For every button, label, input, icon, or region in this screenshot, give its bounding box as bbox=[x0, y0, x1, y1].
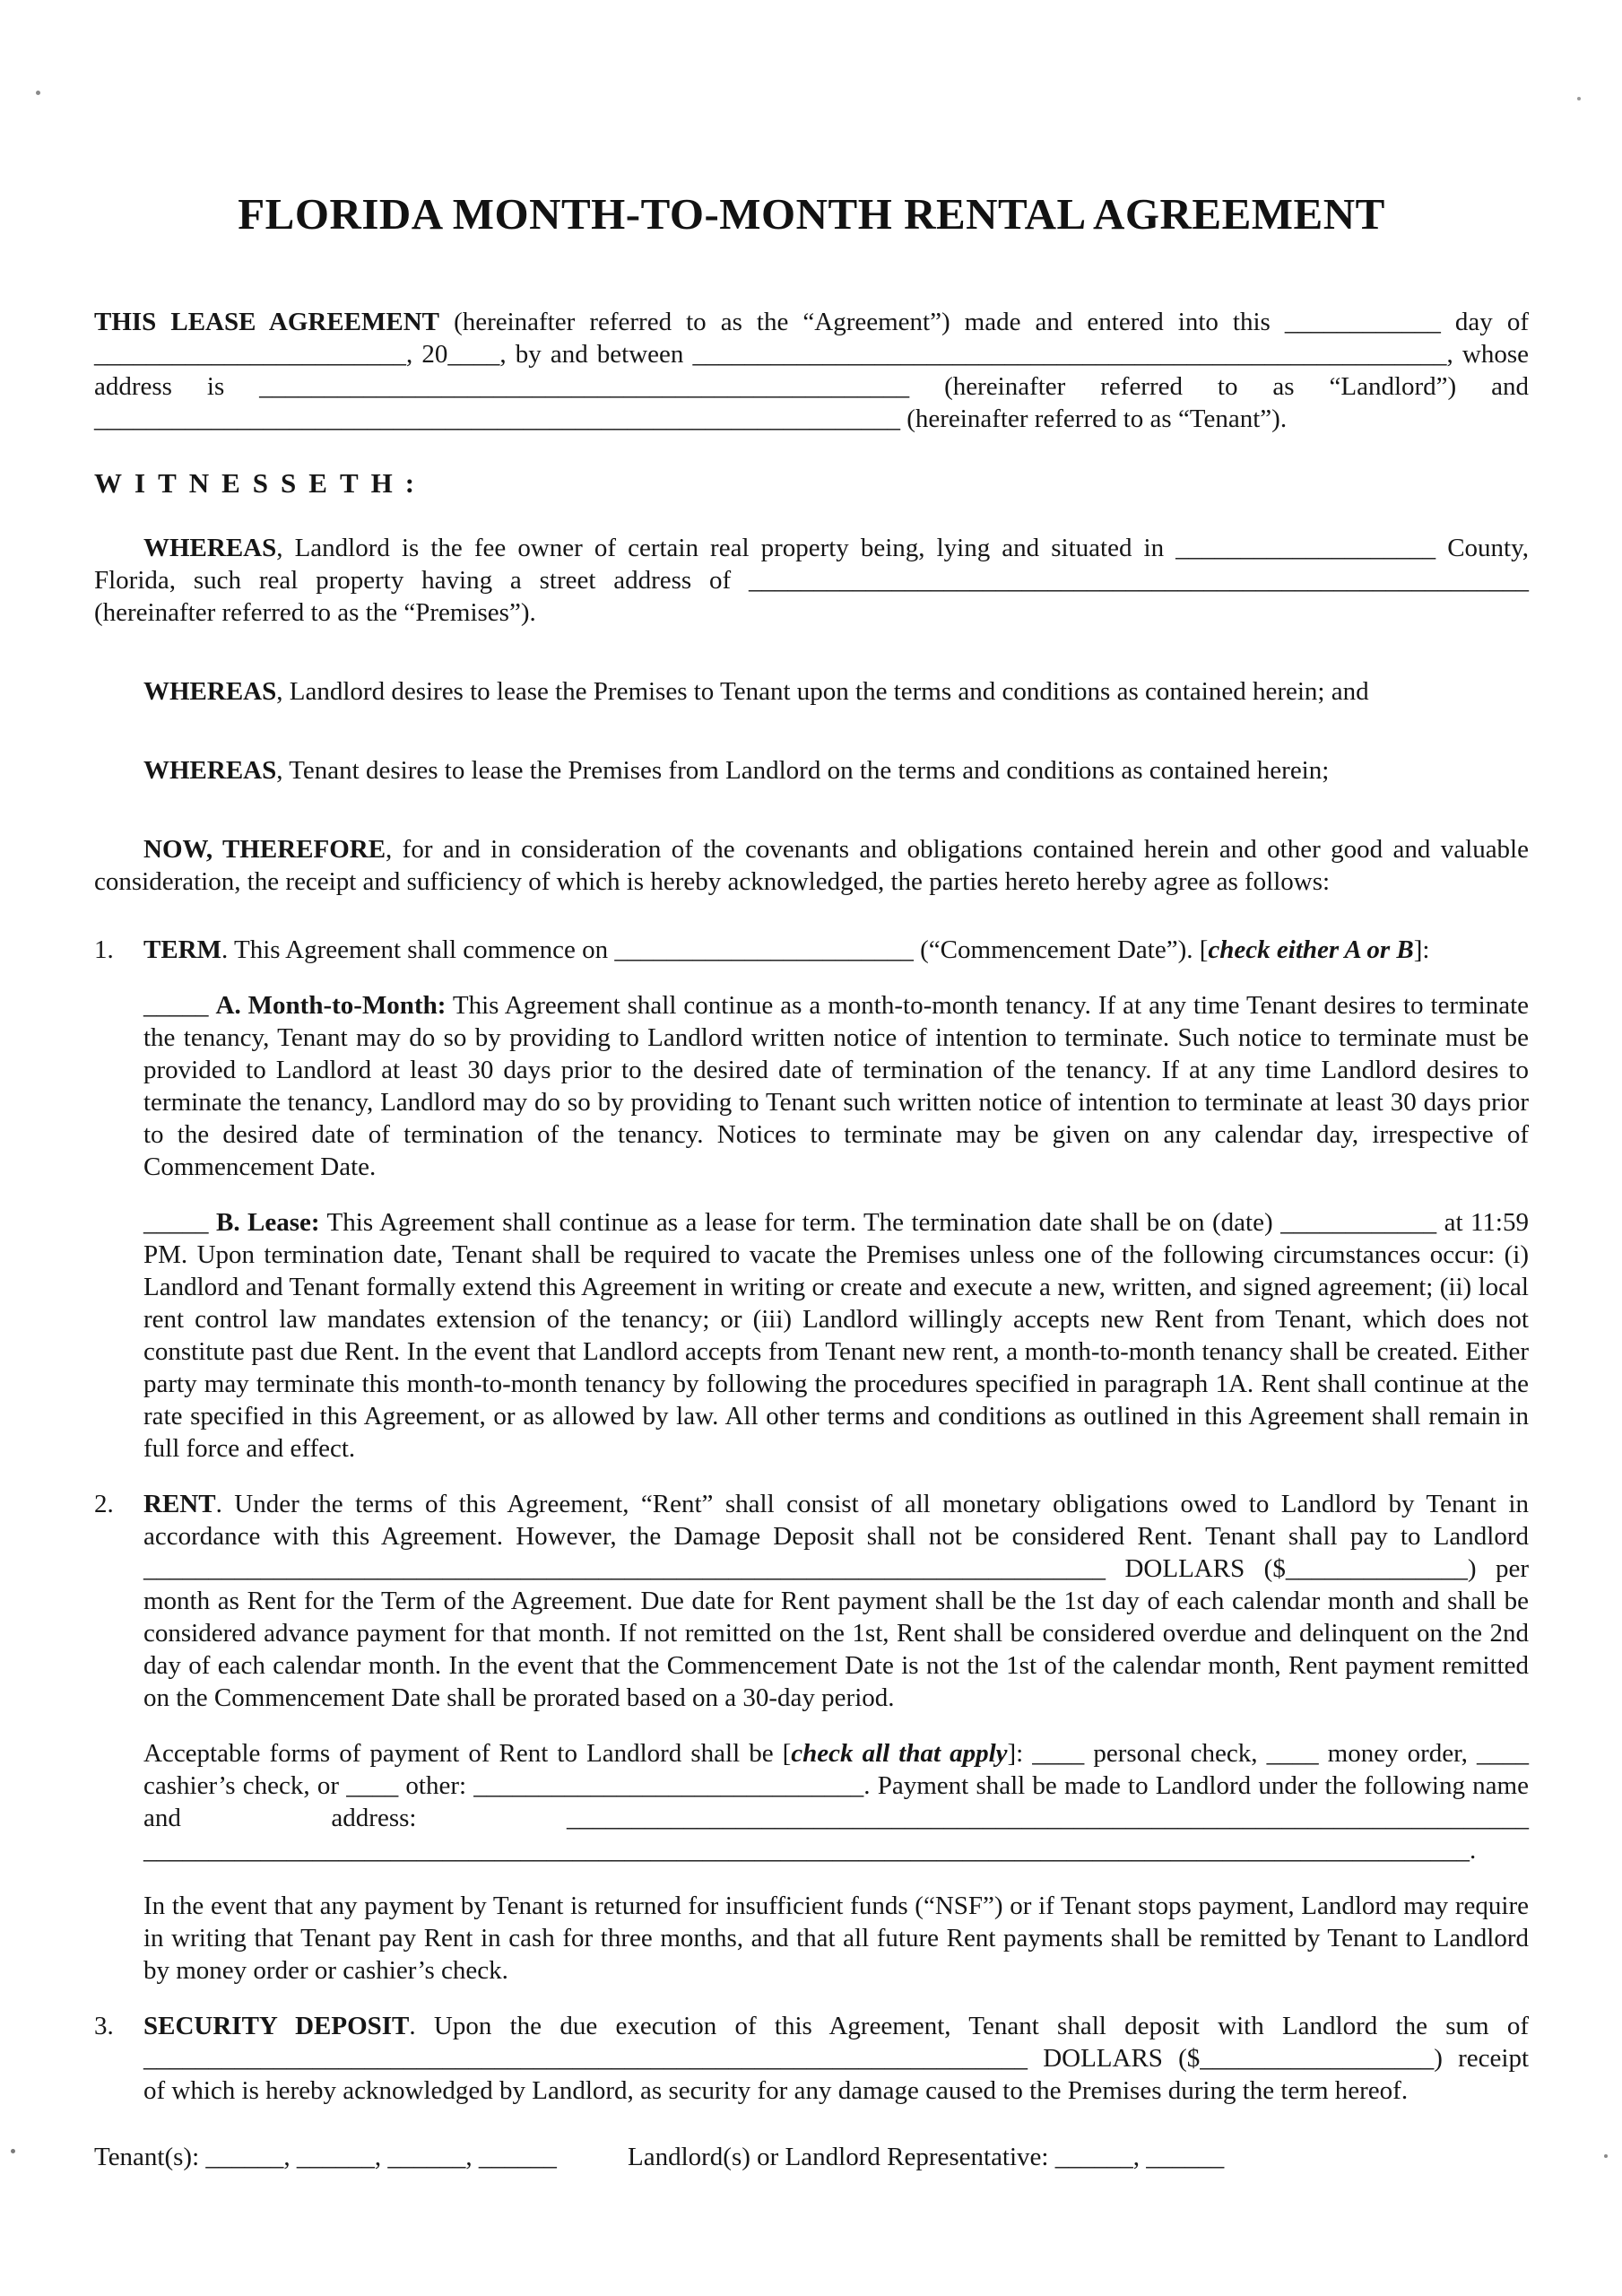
tenants-signature-label: Tenant(s): ______, ______, ______, ______ bbox=[94, 2143, 557, 2171]
text-run: , Landlord desires to lease the Premises to Tenant upon the terms and conditions as contained herein; and bbox=[276, 677, 1369, 706]
text-run: WHEREAS bbox=[143, 534, 277, 562]
rent-payment-forms bbox=[143, 1737, 1529, 1866]
text-run: NOW, THEREFORE bbox=[143, 835, 386, 864]
fill-in-blank: __________________________________________________________ bbox=[692, 340, 1447, 369]
text-run: , Tenant desires to lease the Premises from Landlord on the terms and conditions as contained herein; bbox=[276, 756, 1330, 785]
text-run: . Upon the due execution of this Agreement, Tenant shall deposit with Landlord the sum of bbox=[409, 2012, 1530, 2040]
section-rent-number: 2. bbox=[94, 1490, 114, 1518]
whereas-landlord-desires bbox=[94, 675, 1529, 708]
section-term bbox=[94, 934, 1529, 966]
fill-in-blank: ____________________________________________________________ bbox=[749, 566, 1529, 595]
text-run: This Agreement shall continue as a month-to-month tenancy. If at any time Tenant desires to terminate the tenancy, Tenant may do so by providing to Landlord written notice of intention to terminate. Such notice to terminate must be provided to Landlord at least 30 days prior to the desired date of termination of the tenancy. If at any time Landlord desires to terminate the tenancy, Landlord may do so by providing to Tenant such written notice of intention to terminate at least 30 days prior to the desired date of termination of the tenancy. Notices to terminate may be given on any calendar day, irrespective of Commencement Date. bbox=[143, 991, 1529, 1181]
text-run: TERM bbox=[143, 935, 221, 964]
fill-in-blank: __________________________________________________________________________ bbox=[567, 1804, 1529, 1832]
text-run: (hereinafter referred to as “Landlord”) and bbox=[909, 372, 1529, 401]
clause-b-lease bbox=[143, 1206, 1529, 1465]
text-run: ) per month as Rent for the Term of the Agreement. Due date for Rent payment shall be the 1st day of each calendar month and shall be considered advance payment for that month. If not remitted on the 1st, Rent shall be considered overdue and delinquent on the 2nd day of each calendar month. In the event that the Commencement Date is not the 1st of the calendar month, Rent payment remitted on the Commencement Date shall be prorated based on a 30-day period. bbox=[143, 1554, 1530, 1712]
scan-artifact-dot bbox=[1604, 2154, 1608, 2158]
fill-in-blank: ____ bbox=[1032, 1739, 1085, 1768]
scan-artifact-dot bbox=[1577, 97, 1581, 100]
fill-in-blank: ____ bbox=[1476, 1739, 1529, 1768]
text-run: , by and between bbox=[499, 340, 693, 369]
section-rent bbox=[94, 1488, 1529, 1714]
fill-in-blank: ______________________________________________________________ bbox=[94, 404, 900, 433]
text-run: ) receipt of which is hereby acknowledged by Landlord, as security for any damage caused to the Premises during the term hereof. bbox=[143, 2044, 1529, 2105]
text-run: money order, bbox=[1318, 1739, 1477, 1768]
text-run: RENT bbox=[143, 1490, 216, 1518]
fill-in-blank: ____________ bbox=[1280, 1208, 1437, 1237]
scan-artifact-dot bbox=[36, 91, 40, 95]
fill-in-blank: ______________ bbox=[1285, 1554, 1468, 1583]
text-run: , for and in consideration of the covenants and obligations contained herein and other good and valuable consideration, the receipt and sufficiency of which is hereby acknowledged, the parties hereto hereby agree as follows: bbox=[94, 835, 1529, 896]
text-run: Acceptable forms of payment of Rent to Landlord shall be [ bbox=[143, 1739, 792, 1768]
text-run: (hereinafter referred to as the “Agreement”) made and entered into this bbox=[439, 308, 1285, 336]
fill-in-blank: _______________________ bbox=[614, 935, 914, 964]
fill-in-blank: ____ bbox=[1266, 1739, 1319, 1768]
text-run: , whose address is bbox=[94, 340, 1529, 401]
text-run: personal check, bbox=[1084, 1739, 1267, 1768]
fill-in-blank: _____ bbox=[143, 1208, 216, 1237]
text-run: (“Commencement Date”). [ bbox=[913, 935, 1209, 964]
clause-a-month-to-month bbox=[143, 989, 1529, 1183]
fill-in-blank: __________________________________________________________________________ bbox=[143, 1554, 1106, 1583]
text-run: . This Agreement shall commence on bbox=[221, 935, 615, 964]
text-run: DOLLARS ($ bbox=[1106, 1554, 1286, 1583]
text-run: SECURITY DEPOSIT bbox=[143, 2012, 410, 2040]
text-run: WITNESSETH: bbox=[94, 467, 428, 499]
text-run: B. Lease: bbox=[215, 1208, 320, 1237]
fill-in-blank: ____ bbox=[447, 340, 500, 369]
section-security-deposit bbox=[94, 2010, 1529, 2107]
text-run: , 20 bbox=[406, 340, 448, 369]
text-run: . Under the terms of this Agreement, “Rent” shall consist of all monetary obligations owed to Landlord by Tenant in accordance with this Agreement. However, the Damage Deposit shall not be considered Rent. Tenant shall pay to Landlord bbox=[143, 1490, 1529, 1551]
whereas-fee-owner bbox=[94, 532, 1529, 629]
document-content bbox=[94, 0, 1529, 2173]
whereas-tenant-desires bbox=[94, 754, 1529, 787]
text-run: , Landlord is the fee owner of certain real property being, lying and situated in bbox=[276, 534, 1176, 562]
fill-in-blank: ____________________ bbox=[1175, 534, 1436, 562]
fill-in-blank: _____ bbox=[143, 991, 216, 1020]
fill-in-blank: ____________________________________________________________________ bbox=[143, 2044, 1028, 2073]
fill-in-blank: ______________________________________________________________________________________________________. bbox=[143, 1836, 1477, 1865]
text-run: other: bbox=[398, 1771, 474, 1800]
signature-line bbox=[94, 2141, 1529, 2173]
text-run: THIS LEASE AGREEMENT bbox=[94, 308, 440, 336]
text-run: DOLLARS ($ bbox=[1028, 2044, 1201, 2073]
landlords-signature-label: Landlord(s) or Landlord Representative: ______, ______ bbox=[628, 2143, 1225, 2171]
text-run: at 11:59 PM. Upon termination date, Tenant shall be required to vacate the Premises unless one of the following circumstances occur: (i) Landlord and Tenant formally extend this Agreement in writing or create and execute a new, written, and signed agreement; (ii) local rent control law mandates extension of the tenancy; or (iii) Landlord willingly accepts new Rent from Tenant, which does not constitute past due Rent. In the event that Landlord accepts from Tenant new rent, a month-to-month tenancy shall be created. Either party may terminate this month-to-month tenancy by following the procedures specified in paragraph 1A. Rent shall continue at the rate specified in this Agreement, or as allowed by law. All other terms and conditions as outlined in this Agreement shall remain in full force and effect. bbox=[143, 1208, 1529, 1463]
section-security-deposit-number: 3. bbox=[94, 2012, 114, 2040]
text-run: This Agreement shall continue as a lease for term. The termination date shall be on (date) bbox=[319, 1208, 1281, 1237]
witnesseth-heading bbox=[94, 467, 1529, 500]
text-run: ]: bbox=[1007, 1739, 1033, 1768]
now-therefore bbox=[94, 833, 1529, 898]
text-run: (hereinafter referred to as the “Premises”). bbox=[94, 598, 536, 627]
text-run: A. Month-to-Month: bbox=[215, 991, 447, 1020]
fill-in-blank: ______________________________ bbox=[473, 1771, 864, 1800]
rent-nsf-clause bbox=[143, 1890, 1529, 1987]
document-title: FLORIDA MONTH-TO-MONTH RENTAL AGREEMENT bbox=[238, 189, 1385, 239]
text-run: check all that apply bbox=[791, 1739, 1008, 1768]
text-run: WHEREAS bbox=[143, 756, 277, 785]
fill-in-blank: ________________________ bbox=[94, 340, 406, 369]
document-body bbox=[94, 306, 1529, 2107]
text-run: check either A or B bbox=[1208, 935, 1414, 964]
text-run: (hereinafter referred to as “Tenant”). bbox=[900, 404, 1288, 433]
section-term-number: 1. bbox=[94, 935, 114, 964]
scan-artifact-dot bbox=[11, 2149, 15, 2153]
intro-paragraph bbox=[94, 306, 1529, 435]
text-run: County, Florida, such real property having a street address of bbox=[94, 534, 1529, 595]
fill-in-blank: ____________ bbox=[1284, 308, 1441, 336]
fill-in-blank: __________________________________________________ bbox=[259, 372, 910, 401]
text-run: In the event that any payment by Tenant is returned for insufficient funds (“NSF”) or if Tenant stops payment, Landlord may require in writing that Tenant pay Rent in cash for three months, and that all future Rent payments shall be remitted by Tenant to Landlord by money order or cashier’s check. bbox=[143, 1892, 1529, 1985]
text-run: ]: bbox=[1413, 935, 1430, 964]
text-run: WHEREAS bbox=[143, 677, 277, 706]
text-run: day of bbox=[1440, 308, 1529, 336]
fill-in-blank: __________________ bbox=[1200, 2044, 1435, 2073]
fill-in-blank: ____ bbox=[346, 1771, 399, 1800]
text-run: . Payment shall be made to Landlord under the following name and address: bbox=[143, 1771, 1529, 1832]
text-run: cashier’s check, or bbox=[143, 1771, 347, 1800]
